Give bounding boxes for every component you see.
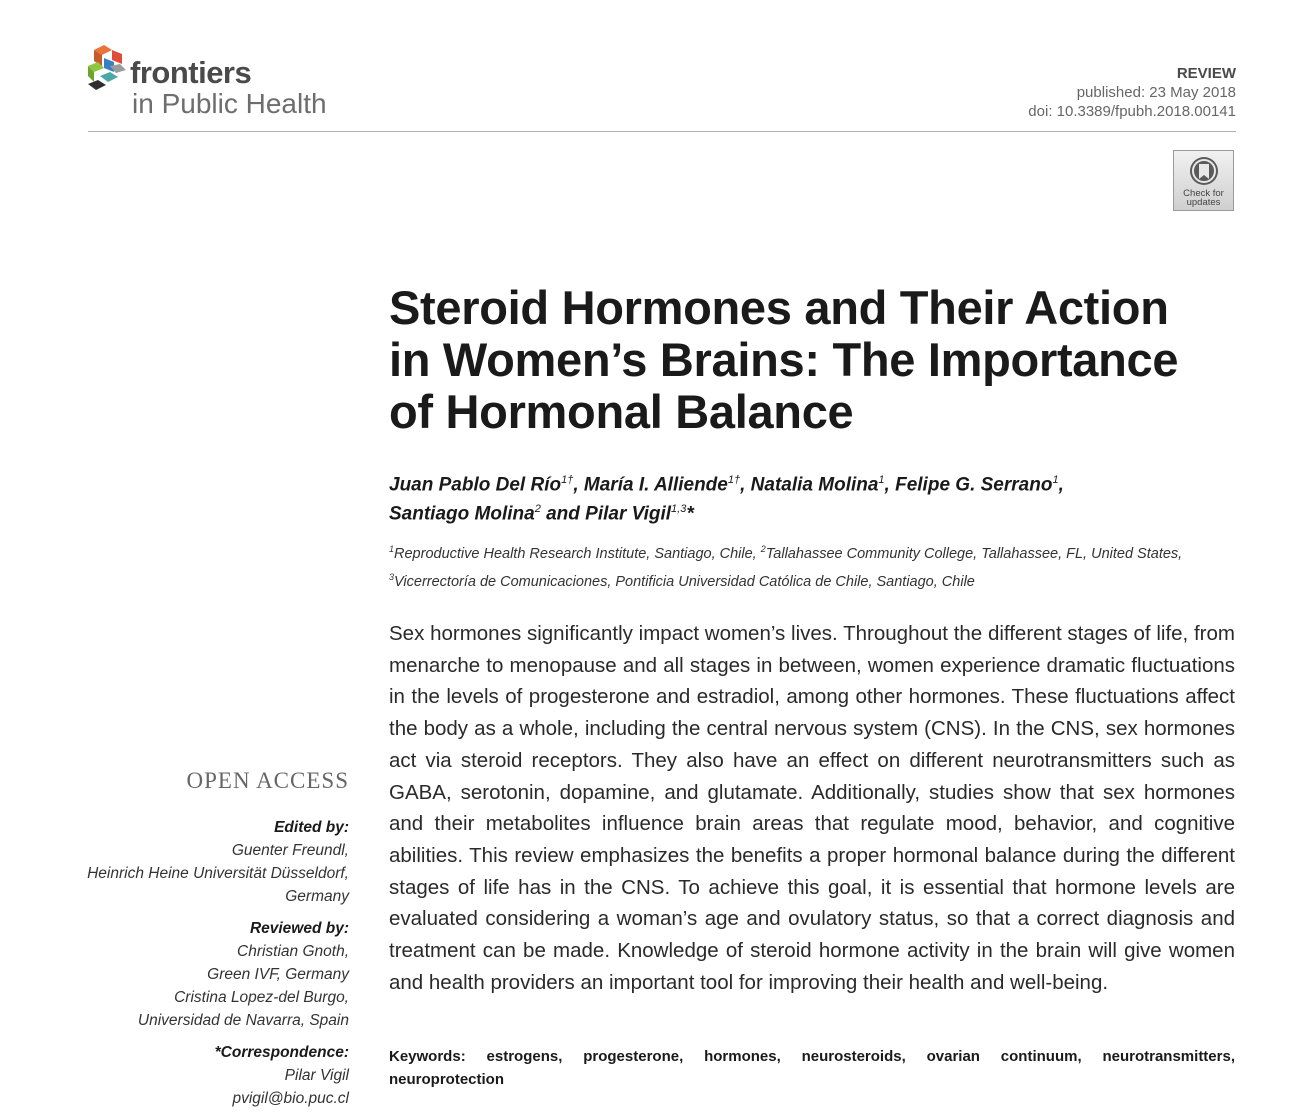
frontiers-cube-icon: [86, 42, 132, 92]
article-meta: [1028, 64, 1236, 121]
affil-1-num: 1: [389, 544, 395, 554]
affil-2: Tallahassee Community College, Tallahassee, FL, United States,: [765, 545, 1183, 562]
editor-line: Guenter Freundl,: [231, 842, 349, 859]
author-separator: ,: [740, 474, 751, 496]
editor-line: Germany: [285, 888, 349, 905]
sidebar: [70, 766, 349, 1110]
journal-brand: frontiers: [130, 55, 252, 90]
published-date: published: 23 May 2018: [1076, 84, 1236, 101]
doi-link[interactable]: doi: 10.3389/fpubh.2018.00141: [1028, 103, 1236, 120]
author-separator: ,: [573, 474, 584, 496]
author-6[interactable]: Pilar Vigil: [585, 503, 672, 525]
affil-1: Reproductive Health Research Institute, Santiago, Chile,: [394, 545, 761, 562]
journal-logo[interactable]: [86, 42, 386, 122]
author-4[interactable]: Felipe G. Serrano: [895, 474, 1053, 496]
affil-3: Vicerrectoría de Comunicaciones, Pontificia Universidad Católica de Chile, Santiago, Chile: [394, 573, 975, 590]
author-3-sup: 1: [878, 474, 885, 486]
correspondence-name: Pilar Vigil: [284, 1067, 349, 1084]
keywords: [389, 1045, 1235, 1091]
reviewer-line: Christian Gnoth,: [237, 943, 349, 960]
affil-3-num: 3: [389, 571, 395, 582]
article-type: REVIEW: [1176, 65, 1236, 82]
author-separator: ,: [884, 474, 896, 496]
journal-section: in Public Health: [132, 88, 327, 119]
affiliations: [389, 538, 1249, 594]
author-2[interactable]: María I. Alliende: [583, 474, 728, 496]
reviewer-line: Green IVF, Germany: [207, 966, 349, 983]
author-5-sup: 2: [534, 503, 541, 516]
reviewed-by-heading: Reviewed by:: [249, 920, 349, 937]
bookmark-icon: [1188, 155, 1220, 187]
correspondence-email[interactable]: pvigil@bio.puc.cl: [232, 1090, 349, 1107]
corresponding-star: *: [686, 503, 694, 525]
check-updates-line2: updates: [1186, 197, 1221, 208]
author-2-sup: 1†: [727, 474, 741, 486]
header-divider: [88, 131, 1236, 132]
author-4-sup: 1: [1052, 474, 1059, 486]
abstract: Sex hormones significantly impact women’s lives. Throughout the different stages of life, from menarche to menopause and all stages in between, women experience dramatic fluctuations in the levels of progesterone and estradiol, among other hormones. These fluctuations affect the body as a whole, including the central nervous system (CNS). In the CNS, sex hormones act via steroid receptors. They also have an effect on different neurotransmitters such as GABA, serotonin, dopamine, and glutamate. Additionally, studies show that sex hormones and their metabolites influence brain areas that regulate mood, behavior, and cognitive abilities. This review emphasizes the benefits a proper hormonal balance during the different stages of life has in the CNS. To achieve this goal, it is essential that hormone levels are evaluated considering a woman’s age and ovulatory status, so that a correct diagnosis and treatment can be made. Knowledge of steroid hormone activity in the brain will give women and health providers an important tool for improving their health and well-being.: [389, 622, 1235, 994]
open-access-label: OPEN ACCESS: [186, 768, 349, 793]
author-5[interactable]: Santiago Molina: [389, 503, 535, 525]
check-for-updates-button[interactable]: [1173, 150, 1234, 211]
correspondence-heading: *Correspondence:: [214, 1044, 349, 1061]
check-updates-line1: Check for: [1183, 188, 1224, 199]
author-list: [389, 468, 1249, 527]
author-and: and: [540, 503, 586, 525]
author-6-sup: 1,3: [671, 503, 687, 516]
keywords-text: estrogens, progesterone, hormones, neurosteroids, ovarian continuum, neurotransmitters, neuroprotection: [389, 1048, 1235, 1088]
author-1-sup: 1†: [561, 474, 574, 486]
affil-2-num: 2: [760, 544, 766, 554]
keywords-label: Keywords:: [389, 1048, 466, 1065]
editor-line: Heinrich Heine Universität Düsseldorf,: [87, 865, 349, 882]
article-title: [389, 282, 1249, 438]
reviewer-line: Universidad de Navarra, Spain: [137, 1012, 349, 1029]
title-line-3: of Hormonal Balance: [389, 385, 854, 438]
title-line-1: Steroid Hormones and Their Action: [389, 281, 1169, 334]
author-3[interactable]: Natalia Molina: [750, 474, 879, 496]
edited-by-heading: Edited by:: [274, 819, 349, 836]
check-updates-label: [1174, 189, 1233, 207]
author-1[interactable]: Juan Pablo Del Río: [389, 474, 562, 496]
reviewer-line: Cristina Lopez-del Burgo,: [174, 989, 349, 1006]
author-separator: ,: [1058, 474, 1064, 496]
title-line-2: in Women’s Brains: The Importance: [389, 333, 1179, 386]
